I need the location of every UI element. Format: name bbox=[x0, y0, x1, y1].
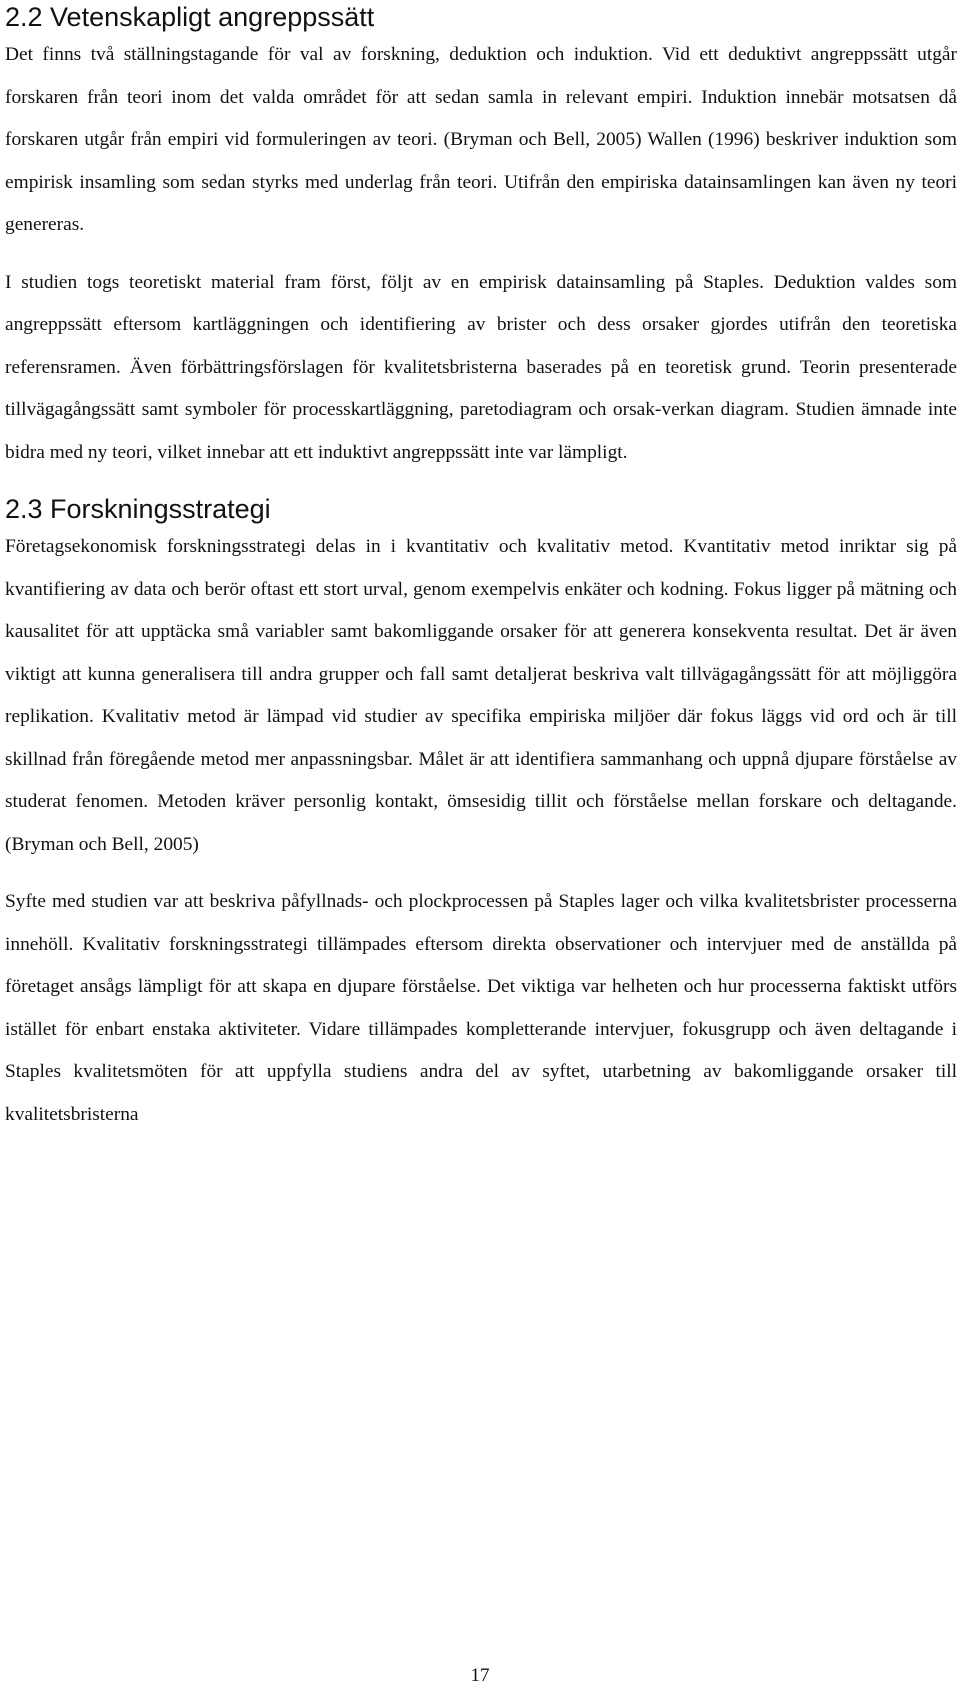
page-content bbox=[5, 0, 957, 1136]
section-heading-2-3: 2.3 Forskningsstrategi bbox=[5, 494, 271, 524]
paragraph-study-approach: I studien togs teoretiskt material fram först, följt av en empirisk datainsamling på Staples. Deduktion valdes som angreppssätt eftersom kartläggningen och identifiering av brister och dess orsaker gjordes utifrån den teoretiska referensramen. Även förbättringsförslagen för kvalitetsbristerna baserades på en teoretisk grund. Teorin presenterade tillvägagångssätt samt symboler för processkartläggning, paretodiagram och orsak-verkan diagram. Studien ämnade inte bidra med ny teori, vilket innebar att ett induktivt angreppssätt inte var lämpligt. bbox=[5, 271, 957, 463]
paragraph-deduction-induction: Det finns två ställningstagande för val av forskning, deduktion och induktion. Vid ett deduktivt angreppssätt utgår forskaren från teori inom det valda området för att sedan samla in relevant empiri. Induktion innebär motsatsen då forskaren utgår från empiri vid formuleringen av teori. (Bryman och Bell, 2005) Wallen (1996) beskriver induktion som empirisk insamling som sedan styrks med underlag från teori. Utifrån den empiriska datainsamlingen kan även ny teori genereras. bbox=[5, 44, 957, 235]
section-heading-2-2: 2.2 Vetenskapligt angreppssätt bbox=[5, 2, 375, 32]
page-number: 17 bbox=[470, 1665, 490, 1686]
paragraph-study-purpose: Syfte med studien var att beskriva påfyllnads- och plockprocessen på Staples lager och vilka kvalitetsbrister processerna innehöll. Kvalitativ forskningsstrategi tillämpades eftersom direkta observationer och intervjuer med de anställda på företaget ansågs lämpligt för att skapa en djupare förståelse. Det viktiga var helheten och hur processerna faktiskt utförs istället för enbart enstaka aktiviteter. Vidare tillämpades kompletterande intervjuer, fokusgrupp och även deltagande i Staples kvalitetsmöten för att uppfylla studiens andra del av syftet, utarbetning av bakomliggande orsaker till kvalitetsbristerna bbox=[5, 891, 957, 1125]
paragraph-research-strategy: Företagsekonomisk forskningsstrategi delas in i kvantitativ och kvalitativ metod. Kvantitativ metod inriktar sig på kvantifiering av data och berör oftast ett stort urval, genom exempelvis enkäter och kodning. Fokus ligger på mätning och kausalitet för att upptäcka små variabler samt bakomliggande orsaker för att generera konsekventa resultat. Det är även viktigt att kunna generalisera till andra grupper och fall samt detaljerat beskriva valt tillvägagångssätt för att möjliggöra replikation. Kvalitativ metod är lämpad vid studier av specifika empiriska miljöer där fokus läggs vid ord och är till skillnad från föregående metod mer anpassningsbar. Målet är att identifiera sammanhang och uppnå djupare förståelse av studerat fenomen. Metoden kräver personlig kontakt, ömsesidig tillit och förståelse mellan forskare och deltagande. (Bryman och Bell, 2005) bbox=[5, 536, 957, 855]
